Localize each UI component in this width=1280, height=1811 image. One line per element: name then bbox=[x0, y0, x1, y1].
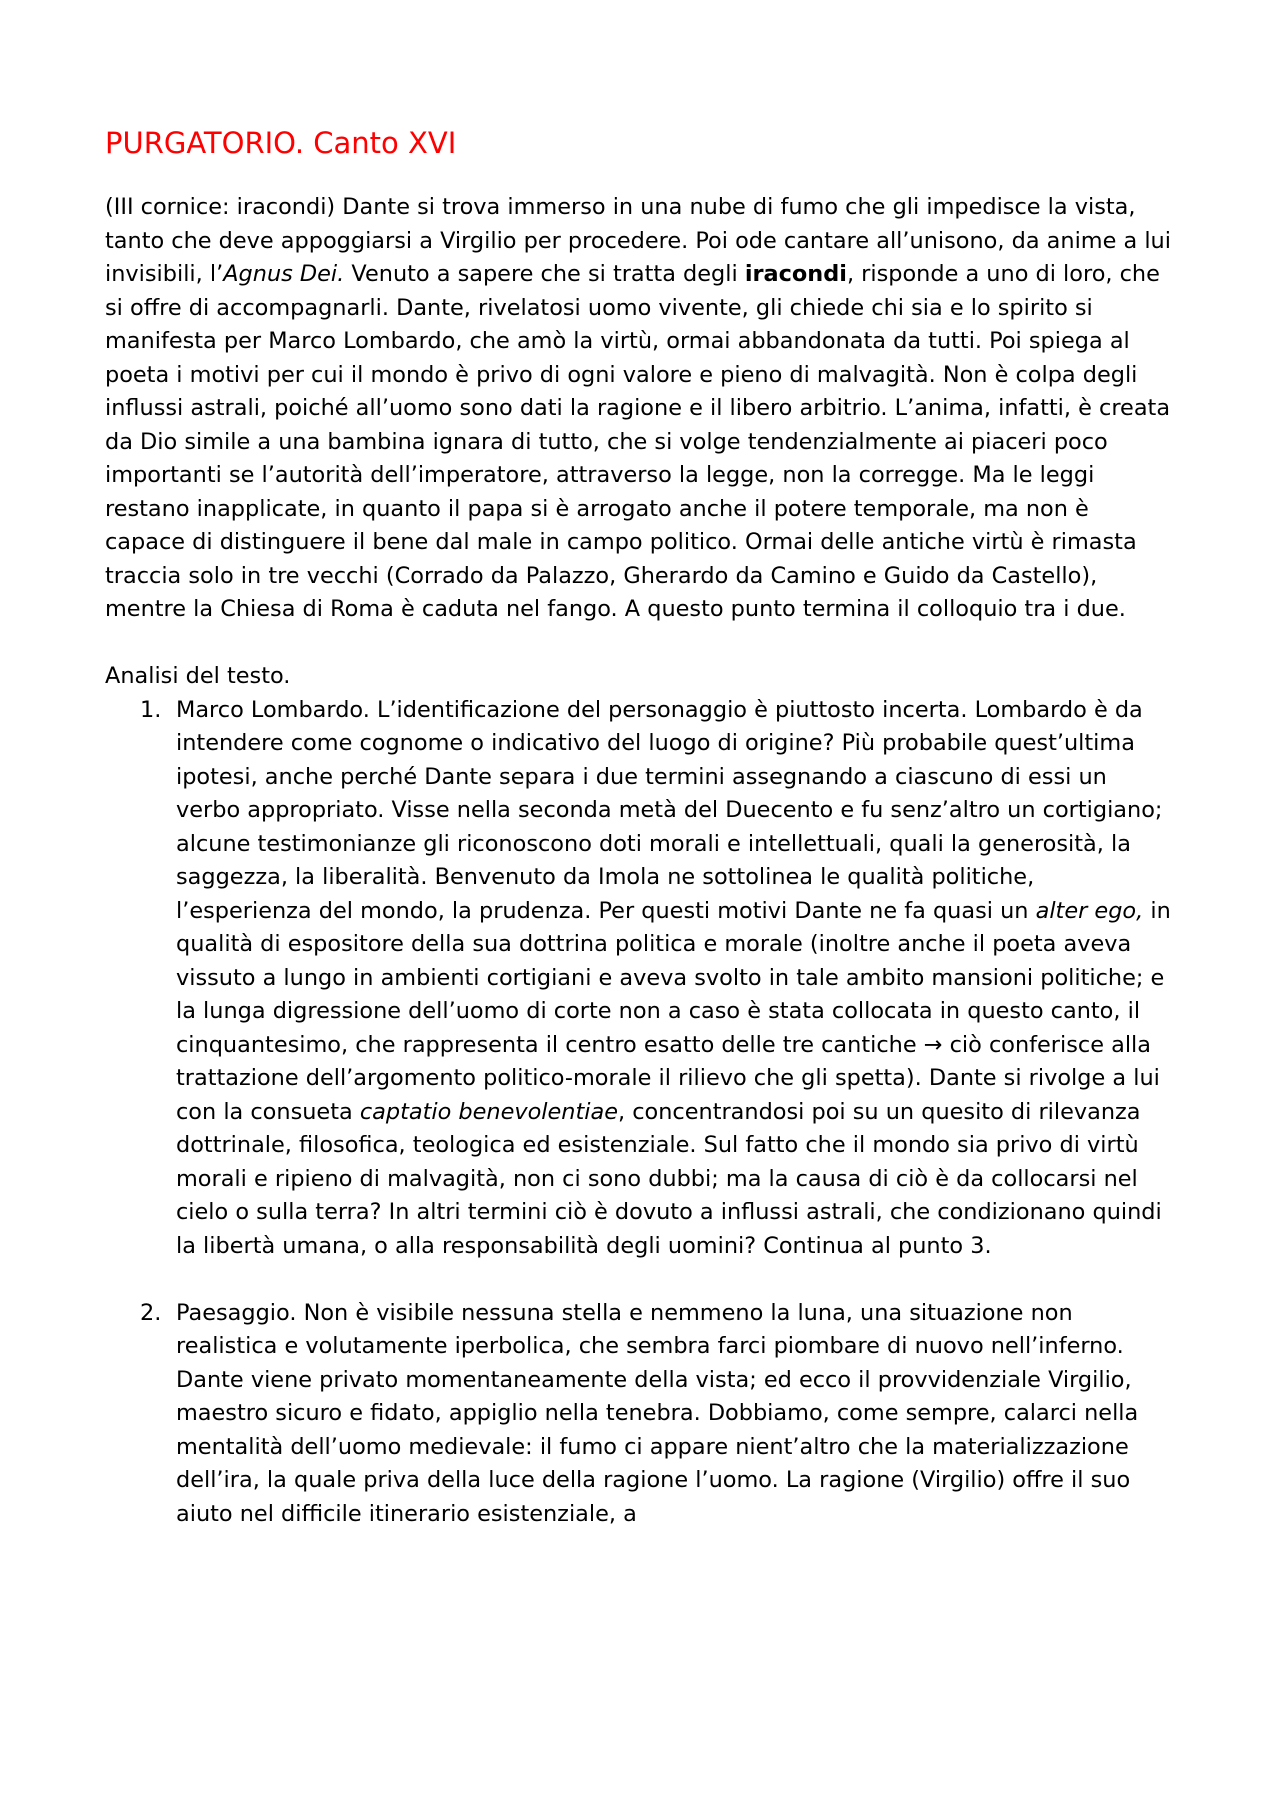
list-item-number: 1. bbox=[140, 696, 162, 723]
list-item-text: Marco Lombardo. L’identificazione del personaggio è piuttosto incerta. Lombardo è da intendere come cognome o indicativo del luogo di origine? Più probabile quest’ultima ipotesi, anche perché Dante separa i due termini assegnando a ciascuno di essi un verbo appropriato. Visse nella seconda metà del Duecento e fu senz’altro un cortigiano; alcune testimonianze gli riconoscono doti morali e intellettuali, quali la generosità, la saggezza, la liberalità. Benvenuto da Imola ne sottolinea le qualità politiche, l’esperienza del mondo, la prudenza. Per questi motivi Dante ne fa quasi un alter ego, in qualità di espositore della sua dottrina politica e morale (inoltre anche il poeta aveva vissuto a lungo in ambienti cortigiani e aveva svolto in tale ambito mansioni politiche; e la lunga digressione dell’uomo di corte non a caso è stata collocata in questo canto, il cinquantesimo, che rappresenta il centro esatto delle tre cantiche → ciò conferisce alla trattazione dell’argomento politico-morale il rilievo che gli spetta). Dante si rivolge a lui con la consueta captatio benevolentiae, concentrandosi poi su un quesito di rilevanza dottrinale, filosofica, teologica ed esistenziale. Sul fatto che il mondo sia privo di virtù morali e ripieno di malvagità, non ci sono dubbi; ma la causa di ciò è da collocarsi nel cielo o sulla terra? In altri termini ciò è dovuto a influssi astrali, che condizionano quindi la libertà umana, o alla responsabilità degli uomini? Continua al punto 3. bbox=[176, 696, 1171, 1259]
analysis-list bbox=[105, 694, 1175, 1532]
summary-paragraph: (III cornice: iracondi) Dante si trova immerso in una nube di fumo che gli impedisce la vista, tanto che deve appoggiarsi a Virgilio per procedere. Poi ode cantare all’unisono, da anime a lui invisibili, l’Agnus Dei. Venuto a sapere che si tratta degli iracondi, risponde a uno di loro, che si offre di accompagnarli. Dante, rivelatosi uomo vivente, gli chiede chi sia e lo spirito si manifesta per Marco Lombardo, che amò la virtù, ormai abbandonata da tutti. Poi spiega al poeta i motivi per cui il mondo è privo di ogni valore e pieno di malvagità. Non è colpa degli influssi astrali, poiché all’uomo sono dati la ragione e il libero arbitrio. L’anima, infatti, è creata da Dio simile a una bambina ignara di tutto, che si volge tendenzialmente ai piaceri poco importanti se l’autorità dell’imperatore, attraverso la legge, non la corregge. Ma le leggi restano inapplicate, in quanto il papa si è arrogato anche il potere temporale, ma non è capace di distinguere il bene dal male in campo politico. Ormai delle antiche virtù è rimasta traccia solo in tre vecchi (Corrado da Palazzo, Gherardo da Camino e Guido da Castello), mentre la Chiesa di Roma è caduta nel fango. A questo punto termina il colloquio tra i due. bbox=[105, 194, 1171, 622]
list-item-text: Paesaggio. Non è visibile nessuna stella e nemmeno la luna, una situazione non realistica e volutamente iperbolica, che sembra farci piombare di nuovo nell’inferno. Dante viene privato momentaneamente della vista; ed ecco il provvidenziale Virgilio, maestro sicuro e fidato, appiglio nella tenebra. Dobbiamo, come sempre, calarci nella mentalità dell’uomo medievale: il fumo ci appare nient’altro che la materializzazione dell’ira, la quale priva della luce della ragione l’uomo. La ragione (Virgilio) offre il suo aiuto nel difficile itinerario esistenziale, a bbox=[176, 1299, 1139, 1527]
page-title: PURGATORIO. Canto XVI bbox=[105, 126, 457, 160]
list-item-number: 2. bbox=[140, 1299, 162, 1326]
list-item-1 bbox=[105, 694, 1175, 1264]
list-item-2 bbox=[105, 1297, 1175, 1532]
analysis-heading: Analisi del testo. bbox=[105, 663, 291, 689]
